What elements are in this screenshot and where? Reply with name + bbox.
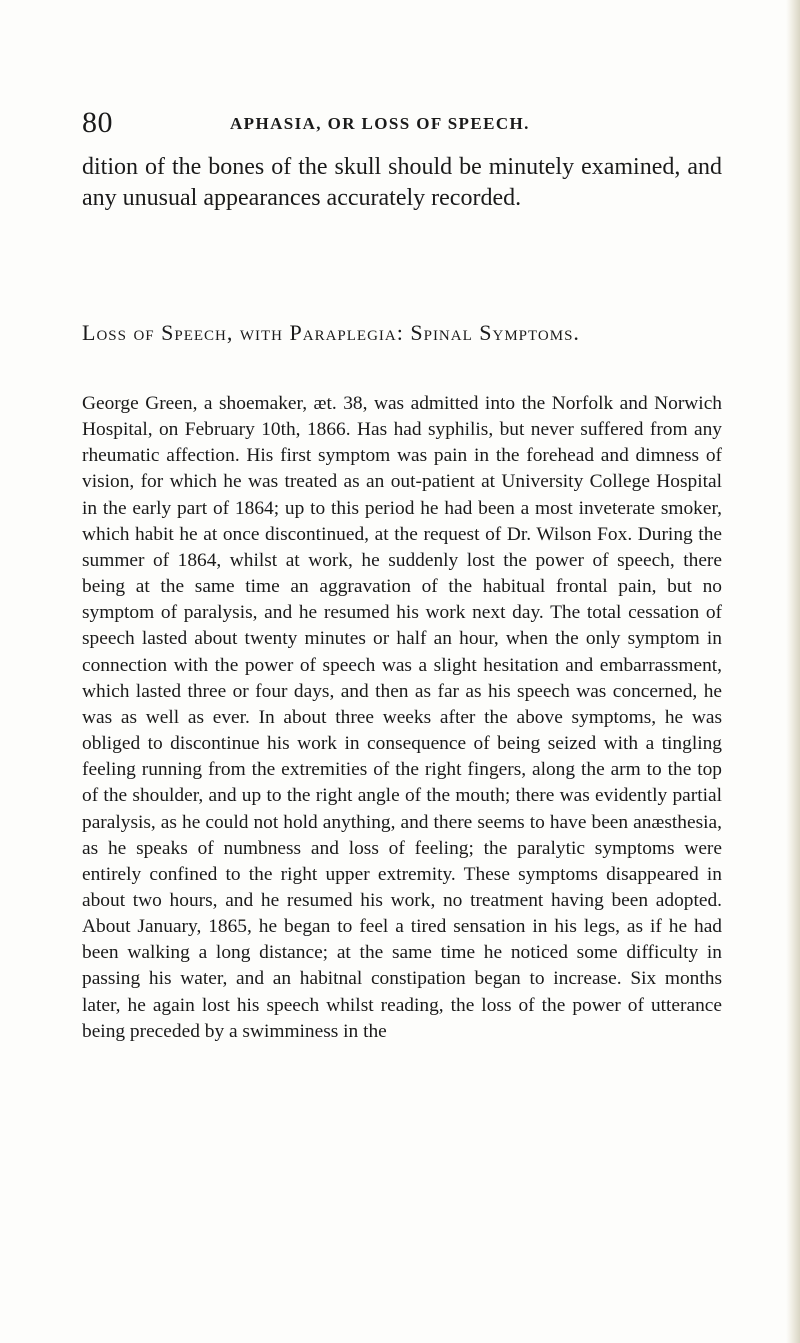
case-report-paragraph: George Green, a shoemaker, æt. 38, was admitted into the Norfolk and Norwich Hospital, on February 10th, 1866. Has had syphilis, but never suffered from any rheumatic affection. His first symptom was pain in the forehead and dimness of vision, for which he was treated as an out-patient at University College Hospital in the early part of 1864; up to this period he had been a most inveterate smoker, which habit he at once discontinued, at the request of Dr. Wilson Fox. During the summer of 1864, whilst at work, he suddenly lost the power of speech, there being at the same time an aggravation of the habitual frontal pain, but no symptom of paralysis, and he resumed his work next day. The total cessation of speech lasted about twenty minutes or half an hour, when the only symptom in connection with the power of speech was a slight hesitation and embarrassment, which lasted three or four days, and then as far as his speech was concerned, he was as well as ever. In about three weeks after the above symptoms, he was obliged to discontinue his work in consequence of being seized with a tingling feeling running from the extremities of the right fingers, along the arm to the top of the shoulder, and up to the right angle of the mouth; there was evidently partial paralysis, as he could not hold anything, and there seems to have been anæsthesia, as he speaks of numbness and loss of feeling; the paralytic symptoms were entirely confined to the right upper extremity. These symptoms disappeared in about two hours, and he resumed his work, no treatment having been adopted. About January, 1865, he began to feel a tired sensation in his legs, as if he had been walking a long distance; at the same time he noticed some difficulty in passing his water, and an habitnal constipation began to increase. Six months later, he again lost his speech whilst reading, the loss of the power of utterance being preceded by a swimminess in the (82, 393, 722, 1042)
page-number: 80 (82, 106, 113, 139)
continuation-paragraph: dition of the bones of the skull should be minutely examined, and any unusual appearances accurately recorded. (82, 154, 722, 211)
page-header (82, 106, 722, 140)
section-heading: Loss of Speech, with Paraplegia: Spinal Symptoms. (82, 320, 580, 345)
page-edge-shadow (786, 0, 800, 1343)
running-title: APHASIA, OR LOSS OF SPEECH. (230, 114, 530, 133)
